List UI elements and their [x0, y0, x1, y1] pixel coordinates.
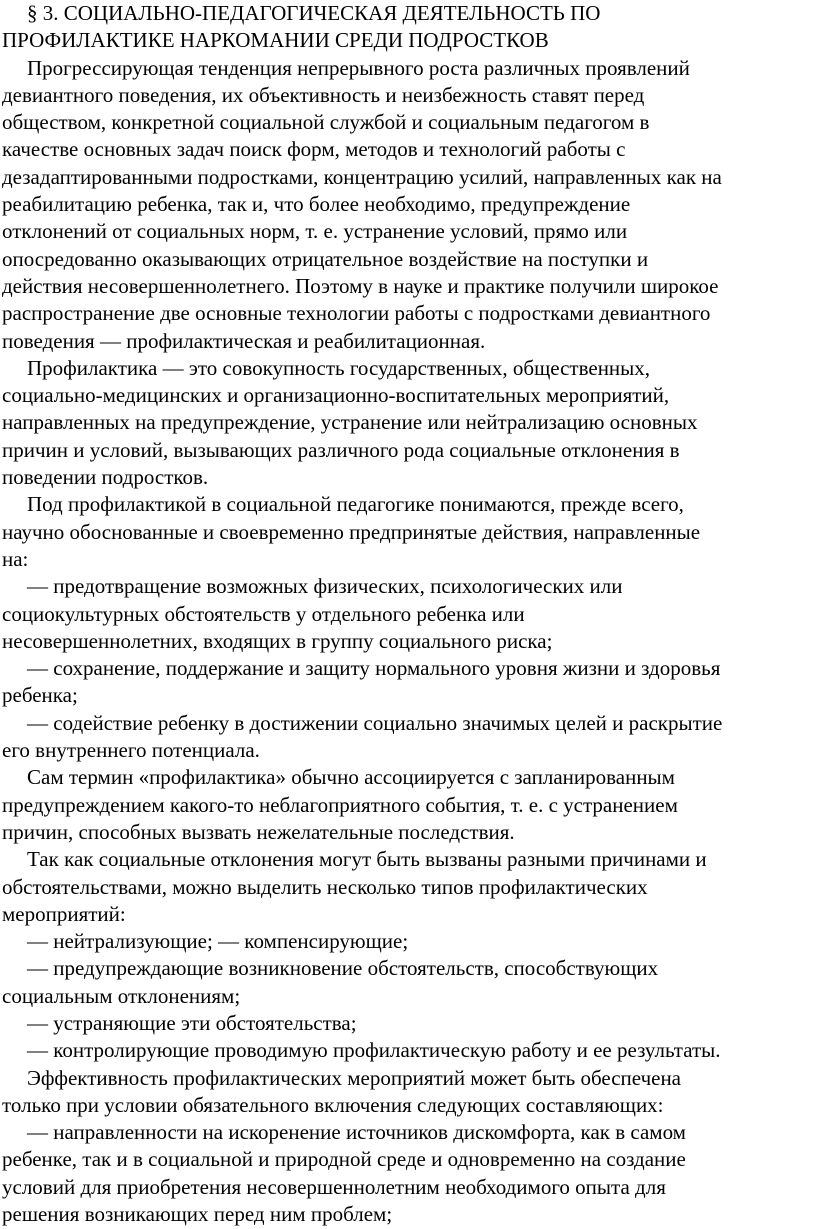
text-line: — направленности на искоренение источников дискомфорта, как в самом	[27, 1120, 686, 1145]
text-line: опосредованно оказывающих отрицательное воздействие на поступки и	[2, 246, 649, 271]
text-line: Под профилактикой в социальной педагогике понимаются, прежде всего,	[27, 492, 684, 517]
text-line: ребенке, так и в социальной и природной среде и одновременно на создание	[2, 1147, 686, 1172]
paragraph	[0, 928, 816, 955]
text-line: — нейтрализующие; — компенсирующие;	[27, 929, 409, 954]
text-line: научно обоснованные и своевременно предпринятые действия, направленные	[2, 519, 701, 544]
paragraph	[0, 655, 816, 710]
text-line: обществом, конкретной социальной службой и социальным педагогом в	[2, 110, 650, 135]
text-line: условий для приобретения несовершеннолетним необходимого опыта для	[2, 1174, 666, 1199]
paragraph	[0, 1065, 816, 1120]
text-line: обстоятельствами, можно выделить несколько типов профилактических	[2, 874, 648, 899]
text-line: действия несовершеннолетнего. Поэтому в науке и практике получили широкое	[2, 273, 719, 298]
paragraph	[0, 1010, 816, 1037]
heading-line: § 3. СОЦИАЛЬНО-ПЕДАГОГИЧЕСКАЯ ДЕЯТЕЛЬНОСТЬ ПО	[27, 1, 601, 25]
section-heading	[0, 0, 816, 55]
text-line: реабилитацию ребенка, так и, что более необходимо, предупреждение	[2, 192, 631, 217]
paragraph	[0, 1037, 816, 1064]
text-line: направленных на предупреждение, устранение или нейтрализацию основных	[2, 410, 698, 435]
paragraph	[0, 710, 816, 765]
text-line: ребенка;	[2, 683, 78, 708]
text-line: — предупреждающие возникновение обстоятельств, способствующих	[27, 956, 659, 981]
paragraph	[0, 355, 816, 491]
text-line: Сам термин «профилактика» обычно ассоциируется с запланированным	[27, 765, 675, 790]
text-line: — сохранение, поддержание и защиту нормального уровня жизни и здоровья	[27, 656, 721, 681]
text-line: несовершеннолетних, входящих в группу социального риска;	[2, 628, 553, 653]
text-line: Эффективность профилактических мероприятий может быть обеспечена	[27, 1065, 682, 1090]
text-line: социокультурных обстоятельств у отдельного ребенка или	[2, 601, 525, 626]
text-line: качестве основных задач поиск форм, методов и технологий работы с	[2, 137, 626, 162]
text-line: мероприятий:	[2, 901, 126, 926]
text-line: распространение две основные технологии работы с подростками девиантного	[2, 301, 711, 326]
paragraph	[0, 955, 816, 1010]
text-line: — предотвращение возможных физических, психологических или	[27, 574, 623, 599]
paragraph	[0, 491, 816, 573]
text-line: социально-медицинских и организационно-воспитательных мероприятий,	[2, 383, 670, 408]
text-line: предупреждением какого-то неблагоприятного события, т. е. с устранением	[2, 792, 678, 817]
text-line: Так как социальные отклонения могут быть вызваны разными причинами и	[27, 847, 707, 872]
text-line: дезадаптированными подростками, концентрацию усилий, направленных как на	[2, 164, 722, 189]
heading-line: ПРОФИЛАКТИКЕ НАРКОМАНИИ СРЕДИ ПОДРОСТКОВ	[2, 28, 549, 53]
text-line: девиантного поведения, их объективность и неизбежность ставят перед	[2, 82, 645, 107]
text-line: причин и условий, вызывающих различного рода социальные отклонения в	[2, 437, 680, 462]
text-line: — содействие ребенку в достижении социально значимых целей и раскрытие	[27, 710, 723, 735]
document-body	[0, 55, 816, 1229]
text-line: Профилактика — это совокупность государственных, общественных,	[27, 355, 651, 380]
text-line: его внутреннего потенциала.	[2, 738, 260, 763]
paragraph	[0, 846, 816, 928]
text-line: — устраняющие эти обстоятельства;	[27, 1010, 357, 1035]
paragraph	[0, 764, 816, 846]
text-line: отклонений от социальных норм, т. е. устранение условий, прямо или	[2, 219, 628, 244]
paragraph	[0, 55, 816, 355]
text-line: только при условии обязательного включения следующих составляющих:	[2, 1092, 664, 1117]
text-line: на:	[2, 546, 29, 571]
text-line: поведения — профилактическая и реабилитационная.	[2, 328, 486, 353]
text-line: поведении подростков.	[2, 465, 209, 490]
text-line: социальным отклонениям;	[2, 983, 241, 1008]
text-line: причин, способных вызвать нежелательные последствия.	[2, 819, 515, 844]
paragraph	[0, 1119, 816, 1228]
text-line: — контролирующие проводимую профилактическую работу и ее результаты.	[27, 1038, 721, 1063]
paragraph	[0, 573, 816, 655]
text-line: Прогрессирующая тенденция непрерывного роста различных проявлений	[27, 55, 690, 80]
text-line: решения возникающих перед ним проблем;	[2, 1202, 393, 1227]
